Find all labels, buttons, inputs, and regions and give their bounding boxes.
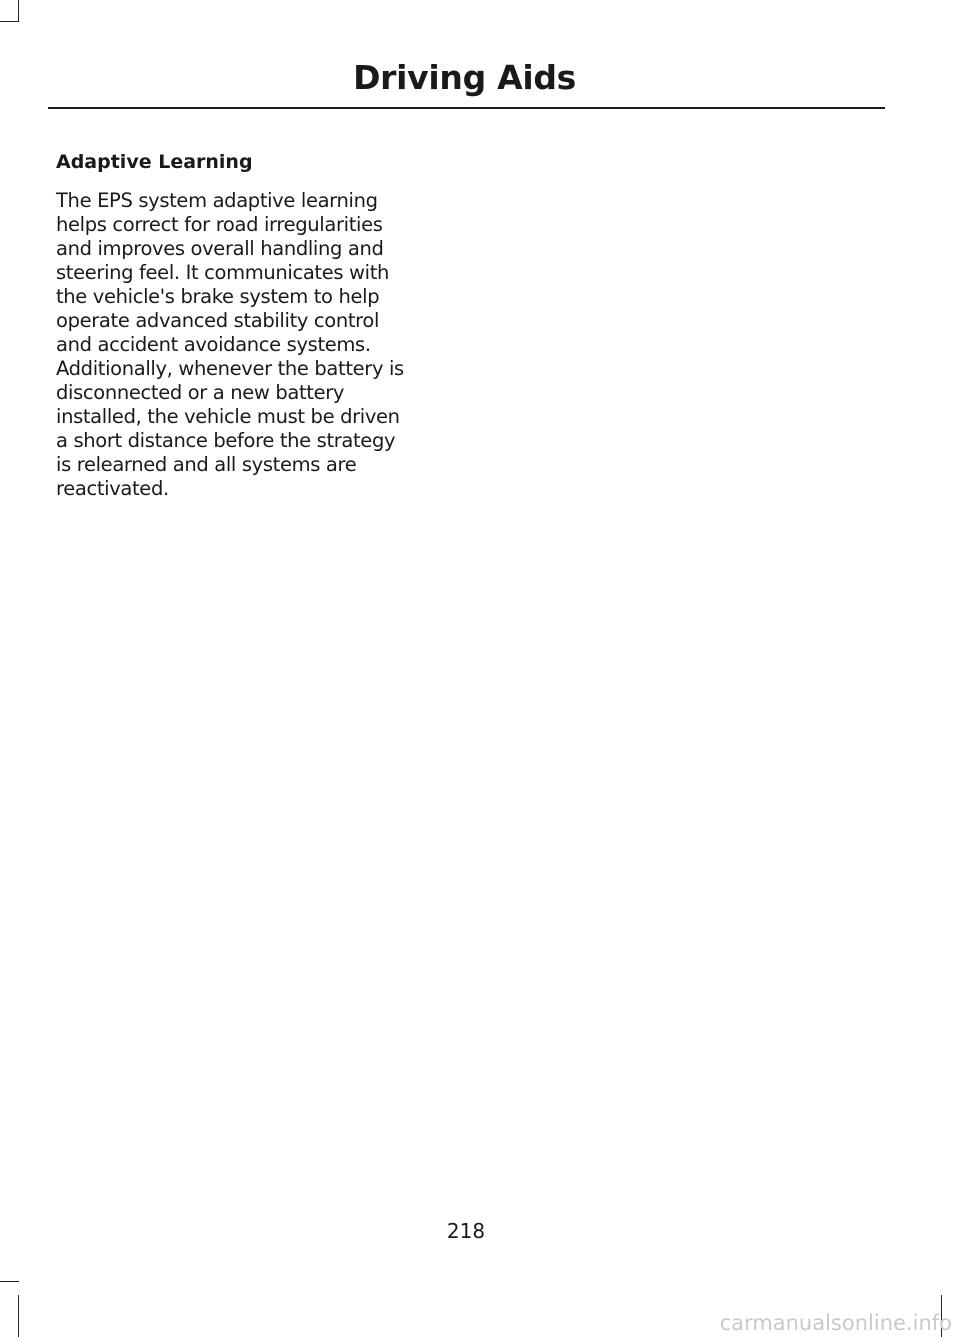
header-rule	[48, 107, 885, 109]
page-number: 218	[446, 1219, 486, 1243]
watermark: carmanualsonline.info	[719, 1311, 952, 1335]
body-line: disconnected or a new battery	[56, 381, 345, 404]
body-line: Additionally, whenever the battery is	[56, 357, 404, 380]
crop-mark-top-left-horizontal	[0, 21, 19, 22]
section-heading: Adaptive Learning	[56, 151, 253, 173]
crop-mark-bottom-left-vertical	[18, 1295, 19, 1337]
body-line: helps correct for road irregularities	[56, 213, 383, 236]
crop-mark-top-left-vertical	[18, 0, 19, 22]
body-line: the vehicle's brake system to help	[56, 285, 380, 308]
page-title: Driving Aids	[353, 58, 576, 97]
body-line: and accident avoidance systems.	[56, 333, 371, 356]
body-line: a short distance before the strategy	[56, 429, 396, 452]
body-line: and improves overall handling and	[56, 237, 384, 260]
body-line: reactivated.	[56, 477, 169, 500]
body-line: The EPS system adaptive learning	[56, 189, 378, 212]
body-line: steering feel. It communicates with	[56, 261, 390, 284]
body-line: operate advanced stability control	[56, 309, 380, 332]
body-line: installed, the vehicle must be driven	[56, 405, 400, 428]
crop-mark-bottom-left-horizontal	[0, 1281, 19, 1282]
section-body	[56, 189, 446, 501]
body-line: is relearned and all systems are	[56, 453, 357, 476]
